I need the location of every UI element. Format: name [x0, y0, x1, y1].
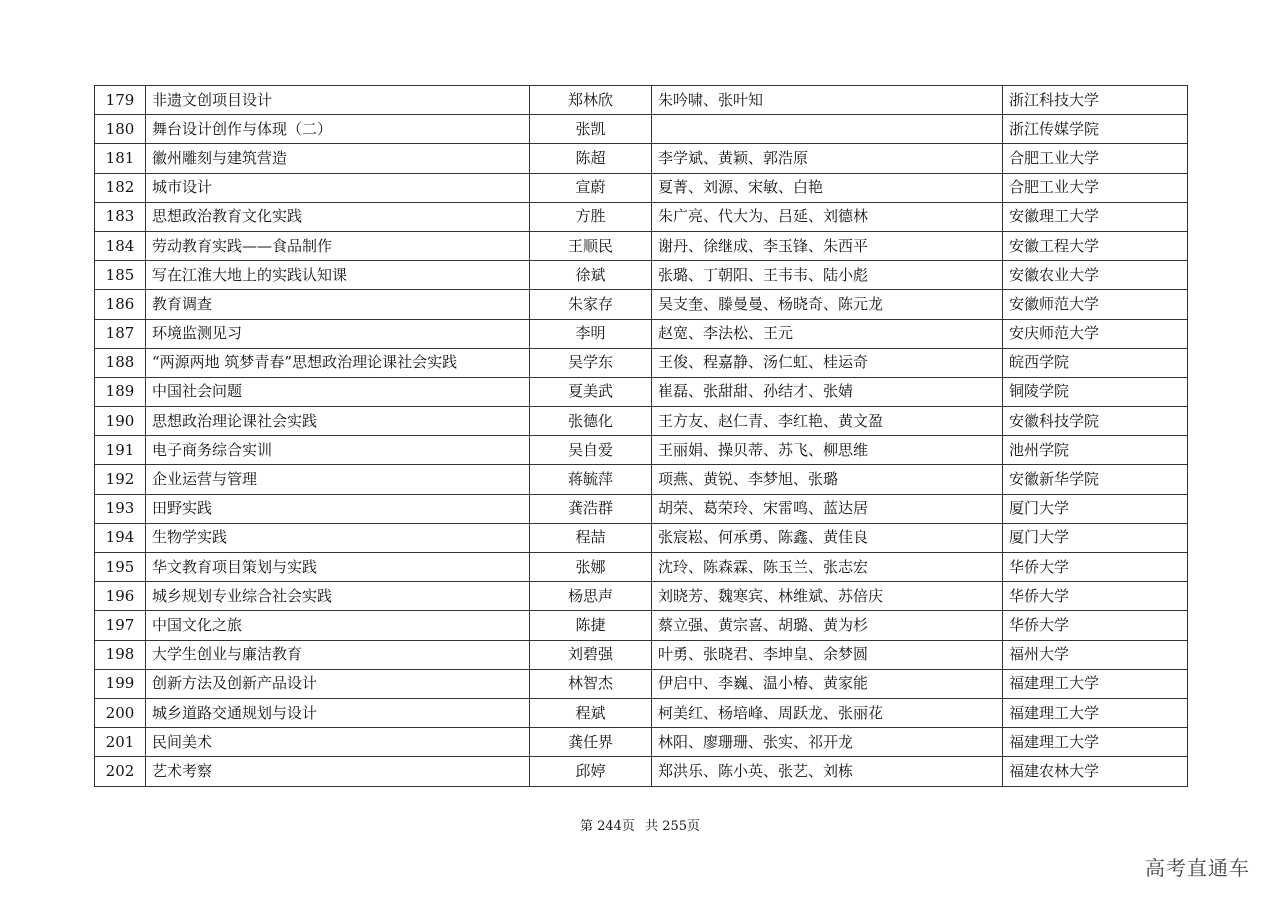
row-number: 196	[95, 582, 146, 611]
course-leader: 徐斌	[530, 261, 652, 290]
course-table-body	[95, 86, 1188, 787]
table-row	[95, 348, 1188, 377]
school-name: 华侨大学	[1003, 611, 1188, 640]
course-name: 思想政治教育文化实践	[146, 202, 530, 231]
school-name: 安徽理工大学	[1003, 202, 1188, 231]
row-number: 193	[95, 494, 146, 523]
course-name: 非遗文创项目设计	[146, 86, 530, 115]
course-name: 城市设计	[146, 173, 530, 202]
row-number: 201	[95, 728, 146, 757]
school-name: 合肥工业大学	[1003, 173, 1188, 202]
course-leader: 邱婷	[530, 757, 652, 786]
course-name: 劳动教育实践——食品制作	[146, 231, 530, 260]
course-name: 艺术考察	[146, 757, 530, 786]
row-number: 198	[95, 640, 146, 669]
course-leader: 张娜	[530, 553, 652, 582]
row-number: 189	[95, 377, 146, 406]
course-leader: 夏美武	[530, 377, 652, 406]
course-name: 生物学实践	[146, 523, 530, 552]
row-number: 186	[95, 290, 146, 319]
course-name: 徽州雕刻与建筑营造	[146, 144, 530, 173]
row-number: 185	[95, 261, 146, 290]
table-row	[95, 202, 1188, 231]
row-number: 195	[95, 553, 146, 582]
table-row	[95, 640, 1188, 669]
table-row	[95, 582, 1188, 611]
team-members: 李学斌、黄颖、郭浩原	[652, 144, 1003, 173]
school-name: 安徽科技学院	[1003, 407, 1188, 436]
table-row	[95, 407, 1188, 436]
school-name: 安徽师范大学	[1003, 290, 1188, 319]
course-name: 田野实践	[146, 494, 530, 523]
table-row	[95, 523, 1188, 552]
course-leader: 林智杰	[530, 669, 652, 698]
page-total: 共 255页	[645, 819, 701, 834]
watermark-logo-text: 高考直通车	[1145, 856, 1250, 880]
school-name: 安徽新华学院	[1003, 465, 1188, 494]
team-members: 柯美红、杨培峰、周跃龙、张丽花	[652, 698, 1003, 727]
course-name: 电子商务综合实训	[146, 436, 530, 465]
course-name: 写在江淮大地上的实践认知课	[146, 261, 530, 290]
team-members: 崔磊、张甜甜、孙结才、张婧	[652, 377, 1003, 406]
row-number: 182	[95, 173, 146, 202]
school-name: 华侨大学	[1003, 582, 1188, 611]
table-row	[95, 436, 1188, 465]
team-members: 胡荣、葛荣玲、宋雷鸣、蓝达居	[652, 494, 1003, 523]
course-name: 思想政治理论课社会实践	[146, 407, 530, 436]
school-name: 安庆师范大学	[1003, 319, 1188, 348]
table-row	[95, 290, 1188, 319]
team-members: 王方友、赵仁青、李红艳、黄文盈	[652, 407, 1003, 436]
course-leader: 龚任界	[530, 728, 652, 757]
course-name: 华文教育项目策划与实践	[146, 553, 530, 582]
team-members: 夏菁、刘源、宋敏、白艳	[652, 173, 1003, 202]
course-leader: 宣蔚	[530, 173, 652, 202]
course-leader: 方胜	[530, 202, 652, 231]
team-members: 沈玲、陈森霖、陈玉兰、张志宏	[652, 553, 1003, 582]
school-name: 浙江传媒学院	[1003, 115, 1188, 144]
team-members: 林阳、廖珊珊、张实、祁开龙	[652, 728, 1003, 757]
course-leader: 郑林欣	[530, 86, 652, 115]
row-number: 199	[95, 669, 146, 698]
course-leader: 张德化	[530, 407, 652, 436]
course-name: 创新方法及创新产品设计	[146, 669, 530, 698]
course-name: 舞台设计创作与体现（二）	[146, 115, 530, 144]
team-members: 项燕、黄锐、李梦旭、张璐	[652, 465, 1003, 494]
school-name: 铜陵学院	[1003, 377, 1188, 406]
row-number: 187	[95, 319, 146, 348]
row-number: 191	[95, 436, 146, 465]
school-name: 合肥工业大学	[1003, 144, 1188, 173]
team-members: 叶勇、张晓君、李坤皇、余梦圆	[652, 640, 1003, 669]
row-number: 180	[95, 115, 146, 144]
course-leader: 刘碧强	[530, 640, 652, 669]
row-number: 192	[95, 465, 146, 494]
team-members: 张宸崧、何承勇、陈鑫、黄佳良	[652, 523, 1003, 552]
table-row	[95, 319, 1188, 348]
team-members: 王俊、程嘉静、汤仁虹、桂运奇	[652, 348, 1003, 377]
table-row	[95, 465, 1188, 494]
table-row	[95, 494, 1188, 523]
course-leader: 程斌	[530, 698, 652, 727]
team-members: 谢丹、徐继成、李玉锋、朱西平	[652, 231, 1003, 260]
row-number: 179	[95, 86, 146, 115]
course-leader: 程喆	[530, 523, 652, 552]
school-name: 厦门大学	[1003, 494, 1188, 523]
course-name: 企业运营与管理	[146, 465, 530, 494]
course-leader: 王顺民	[530, 231, 652, 260]
school-name: 安徽工程大学	[1003, 231, 1188, 260]
row-number: 200	[95, 698, 146, 727]
table-row	[95, 757, 1188, 786]
row-number: 184	[95, 231, 146, 260]
school-name: 福建农林大学	[1003, 757, 1188, 786]
course-leader: 陈捷	[530, 611, 652, 640]
course-table	[94, 85, 1188, 787]
table-row	[95, 728, 1188, 757]
course-name: 环境监测见习	[146, 319, 530, 348]
table-row	[95, 553, 1188, 582]
course-leader: 蒋毓萍	[530, 465, 652, 494]
row-number: 183	[95, 202, 146, 231]
row-number: 194	[95, 523, 146, 552]
course-name: 民间美术	[146, 728, 530, 757]
team-members: 王丽娟、操贝蒂、苏飞、柳思维	[652, 436, 1003, 465]
team-members: 张璐、丁朝阳、王韦韦、陆小彪	[652, 261, 1003, 290]
table-row	[95, 669, 1188, 698]
course-name: 城乡道路交通规划与设计	[146, 698, 530, 727]
course-name: 城乡规划专业综合社会实践	[146, 582, 530, 611]
school-name: 福建理工大学	[1003, 698, 1188, 727]
table-row	[95, 144, 1188, 173]
course-leader: 张凯	[530, 115, 652, 144]
school-name: 厦门大学	[1003, 523, 1188, 552]
school-name: 福州大学	[1003, 640, 1188, 669]
team-members: 赵宽、李法松、王元	[652, 319, 1003, 348]
table-row	[95, 261, 1188, 290]
team-members: 郑洪乐、陈小英、张艺、刘栋	[652, 757, 1003, 786]
course-leader: 李明	[530, 319, 652, 348]
school-name: 浙江科技大学	[1003, 86, 1188, 115]
course-leader: 杨思声	[530, 582, 652, 611]
table-row	[95, 115, 1188, 144]
course-leader: 吴学东	[530, 348, 652, 377]
school-name: 福建理工大学	[1003, 669, 1188, 698]
row-number: 202	[95, 757, 146, 786]
team-members: 刘晓芳、魏寒宾、林维斌、苏倍庆	[652, 582, 1003, 611]
school-name: 池州学院	[1003, 436, 1188, 465]
course-leader: 朱家存	[530, 290, 652, 319]
school-name: 皖西学院	[1003, 348, 1188, 377]
row-number: 188	[95, 348, 146, 377]
course-name: 大学生创业与廉洁教育	[146, 640, 530, 669]
school-name: 福建理工大学	[1003, 728, 1188, 757]
row-number: 181	[95, 144, 146, 173]
course-leader: 吴自爱	[530, 436, 652, 465]
course-leader: 陈超	[530, 144, 652, 173]
team-members: 朱广亮、代大为、吕延、刘德林	[652, 202, 1003, 231]
page-number: 第 244页	[579, 819, 635, 834]
row-number: 197	[95, 611, 146, 640]
team-members: 朱吟啸、张叶知	[652, 86, 1003, 115]
team-members: 伊启中、李巍、温小椿、黄家能	[652, 669, 1003, 698]
table-row	[95, 698, 1188, 727]
team-members	[652, 115, 1003, 144]
page-footer	[0, 815, 1280, 834]
course-name: 中国社会问题	[146, 377, 530, 406]
school-name: 安徽农业大学	[1003, 261, 1188, 290]
table-row	[95, 611, 1188, 640]
row-number: 190	[95, 407, 146, 436]
team-members: 吴支奎、滕曼曼、杨晓奇、陈元龙	[652, 290, 1003, 319]
table-row	[95, 173, 1188, 202]
course-leader: 龚浩群	[530, 494, 652, 523]
school-name: 华侨大学	[1003, 553, 1188, 582]
course-name: 教育调查	[146, 290, 530, 319]
table-row	[95, 231, 1188, 260]
table-row	[95, 377, 1188, 406]
course-name: “两源两地 筑梦青春”思想政治理论课社会实践	[146, 348, 530, 377]
course-name: 中国文化之旅	[146, 611, 530, 640]
table-row	[95, 86, 1188, 115]
team-members: 蔡立强、黄宗喜、胡璐、黄为杉	[652, 611, 1003, 640]
